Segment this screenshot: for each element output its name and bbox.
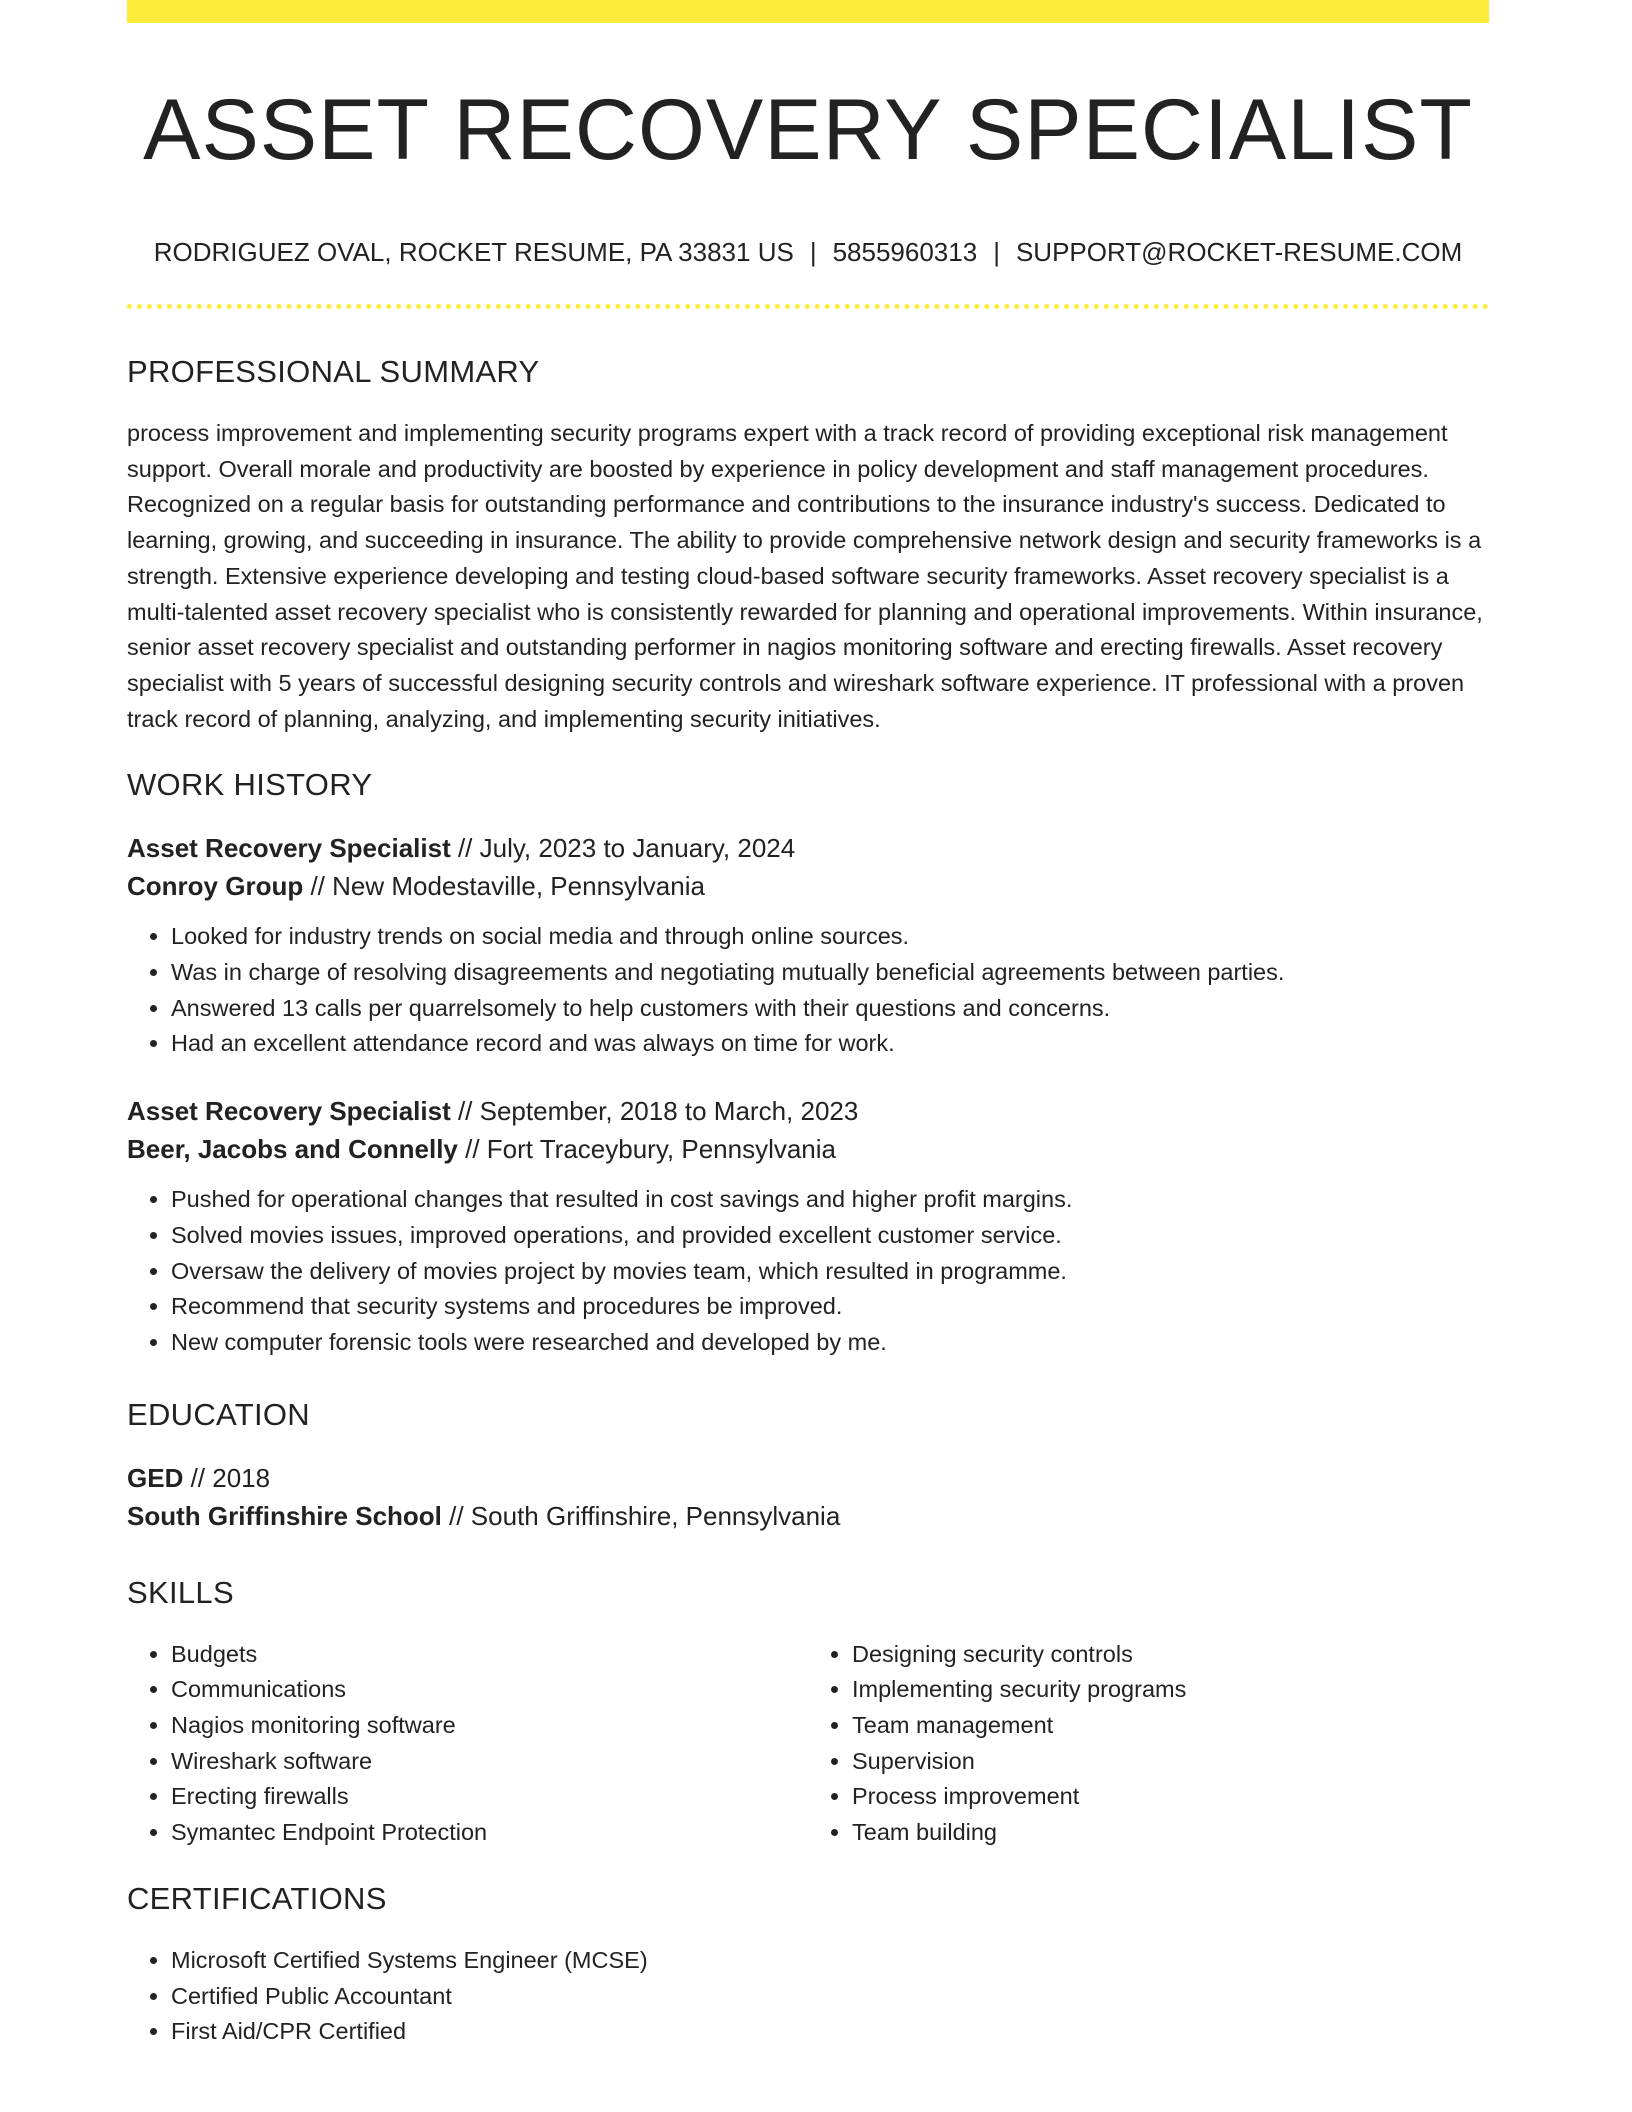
job-dates: // July, 2023 to January, 2024 bbox=[450, 833, 796, 864]
job-bullet: • Solved movies issues, improved operations, and provided excellent customer service. bbox=[171, 1218, 1489, 1254]
job-company: Conroy Group bbox=[127, 871, 304, 902]
job-location: // New Modestaville, Pennsylvania bbox=[303, 871, 705, 902]
job-title-line bbox=[127, 829, 1489, 867]
skill-item: • Team management bbox=[852, 1708, 1489, 1744]
job-bullet: • Recommend that security systems and procedures be improved. bbox=[171, 1289, 1489, 1325]
job-title: Asset Recovery Specialist bbox=[127, 1096, 451, 1127]
education-degree: GED bbox=[127, 1462, 184, 1493]
skill-item: • Designing security controls bbox=[852, 1637, 1489, 1673]
education-degree-line bbox=[127, 1459, 1489, 1497]
education-school-line bbox=[127, 1497, 1489, 1535]
resume-title: ASSET RECOVERY SPECIALIST bbox=[143, 82, 1473, 178]
contact-email: SUPPORT@ROCKET-RESUME.COM bbox=[1015, 237, 1463, 267]
job-company: Beer, Jacobs and Connelly bbox=[127, 1134, 458, 1165]
job-bullet: • Was in charge of resolving disagreements and negotiating mutually beneficial agreements between parties. bbox=[171, 955, 1489, 991]
skill-item: • Erecting firewalls bbox=[171, 1779, 808, 1815]
certification-item: • First Aid/CPR Certified bbox=[171, 2014, 1489, 2050]
summary-heading: PROFESSIONAL SUMMARY bbox=[127, 354, 540, 389]
work-history-section bbox=[127, 761, 1489, 1360]
job-company-line bbox=[127, 867, 1489, 905]
top-accent-bar bbox=[127, 0, 1489, 23]
education-section bbox=[127, 1391, 1489, 1535]
job-bullet: • Oversaw the delivery of movies project by movies team, which resulted in programme. bbox=[171, 1254, 1489, 1290]
skill-item: • Nagios monitoring software bbox=[171, 1708, 808, 1744]
job-bullet: • Looked for industry trends on social media and through online sources. bbox=[171, 919, 1489, 955]
skill-item: • Process improvement bbox=[852, 1779, 1489, 1815]
education-school: South Griffinshire School bbox=[127, 1500, 442, 1531]
job-bullet: • Answered 13 calls per quarrelsomely to help customers with their questions and concerns. bbox=[171, 991, 1489, 1027]
skills-heading: SKILLS bbox=[127, 1574, 234, 1610]
contact-line bbox=[127, 234, 1489, 270]
skills-list-right bbox=[808, 1637, 1489, 1851]
contact-address: RODRIGUEZ OVAL, ROCKET RESUME, PA 33831 US bbox=[153, 237, 794, 267]
skill-item: • Budgets bbox=[171, 1637, 808, 1673]
skill-item: • Communications bbox=[171, 1672, 808, 1708]
certification-item: • Certified Public Accountant bbox=[171, 1979, 1489, 2015]
skills-section bbox=[127, 1569, 1489, 1851]
job-bullet: • New computer forensic tools were researched and developed by me. bbox=[171, 1325, 1489, 1361]
contact-separator: | bbox=[993, 237, 1000, 267]
contact-separator: | bbox=[809, 237, 817, 267]
work-history-heading: WORK HISTORY bbox=[127, 767, 373, 803]
skill-item: • Supervision bbox=[852, 1744, 1489, 1780]
education-year: // 2018 bbox=[183, 1462, 271, 1493]
education-heading: EDUCATION bbox=[127, 1396, 310, 1432]
skill-item: • Implementing security programs bbox=[852, 1672, 1489, 1708]
certifications-heading: CERTIFICATIONS bbox=[127, 1880, 387, 1916]
job-location: // Fort Traceybury, Pennsylvania bbox=[457, 1134, 837, 1165]
resume-content bbox=[127, 348, 1489, 2068]
contact-phone: 5855960313 bbox=[832, 237, 978, 267]
job-title: Asset Recovery Specialist bbox=[127, 833, 451, 864]
certifications-list bbox=[127, 1943, 1489, 2050]
job-dates: // September, 2018 to March, 2023 bbox=[450, 1096, 859, 1127]
certifications-section bbox=[127, 1875, 1489, 2050]
job-bullet: • Had an excellent attendance record and was always on time for work. bbox=[171, 1026, 1489, 1062]
job-entry bbox=[127, 1092, 1489, 1361]
job-bullets bbox=[127, 919, 1489, 1062]
education-location: // South Griffinshire, Pennsylvania bbox=[441, 1500, 841, 1531]
job-bullets bbox=[127, 1182, 1489, 1361]
skill-item: • Team building bbox=[852, 1815, 1489, 1851]
header-divider bbox=[127, 304, 1489, 309]
certification-item: • Microsoft Certified Systems Engineer (MCSE) bbox=[171, 1943, 1489, 1979]
job-company-line bbox=[127, 1130, 1489, 1168]
job-bullet: • Pushed for operational changes that resulted in cost savings and higher profit margins. bbox=[171, 1182, 1489, 1218]
skills-list-left bbox=[127, 1637, 808, 1851]
summary-text: process improvement and implementing security programs expert with a track record of providing exceptional risk management support. Overall morale and productivity are boosted by experience in policy development and staff management procedures. Recognized on a regular basis for outstanding performance and contributions to the insurance industry's success. Dedicated to learning, growing, and succeeding in insurance. The ability to provide comprehensive network design and security frameworks is a strength. Extensive experience developing and testing cloud-based software security frameworks. Asset recovery specialist is a multi-talented asset recovery specialist who is consistently rewarded for planning and operational improvements. Within insurance, senior asset recovery specialist and outstanding performer in nagios monitoring software and erecting firewalls. Asset recovery specialist with 5 years of successful designing security controls and wireshark software experience. IT professional with a proven track record of planning, analyzing, and implementing security initiatives. bbox=[127, 420, 1483, 732]
skill-item: • Wireshark software bbox=[171, 1744, 808, 1780]
summary-section bbox=[127, 348, 1489, 737]
skill-item: • Symantec Endpoint Protection bbox=[171, 1815, 808, 1851]
skills-grid bbox=[127, 1637, 1489, 1851]
job-title-line bbox=[127, 1092, 1489, 1130]
job-entry bbox=[127, 829, 1489, 1062]
